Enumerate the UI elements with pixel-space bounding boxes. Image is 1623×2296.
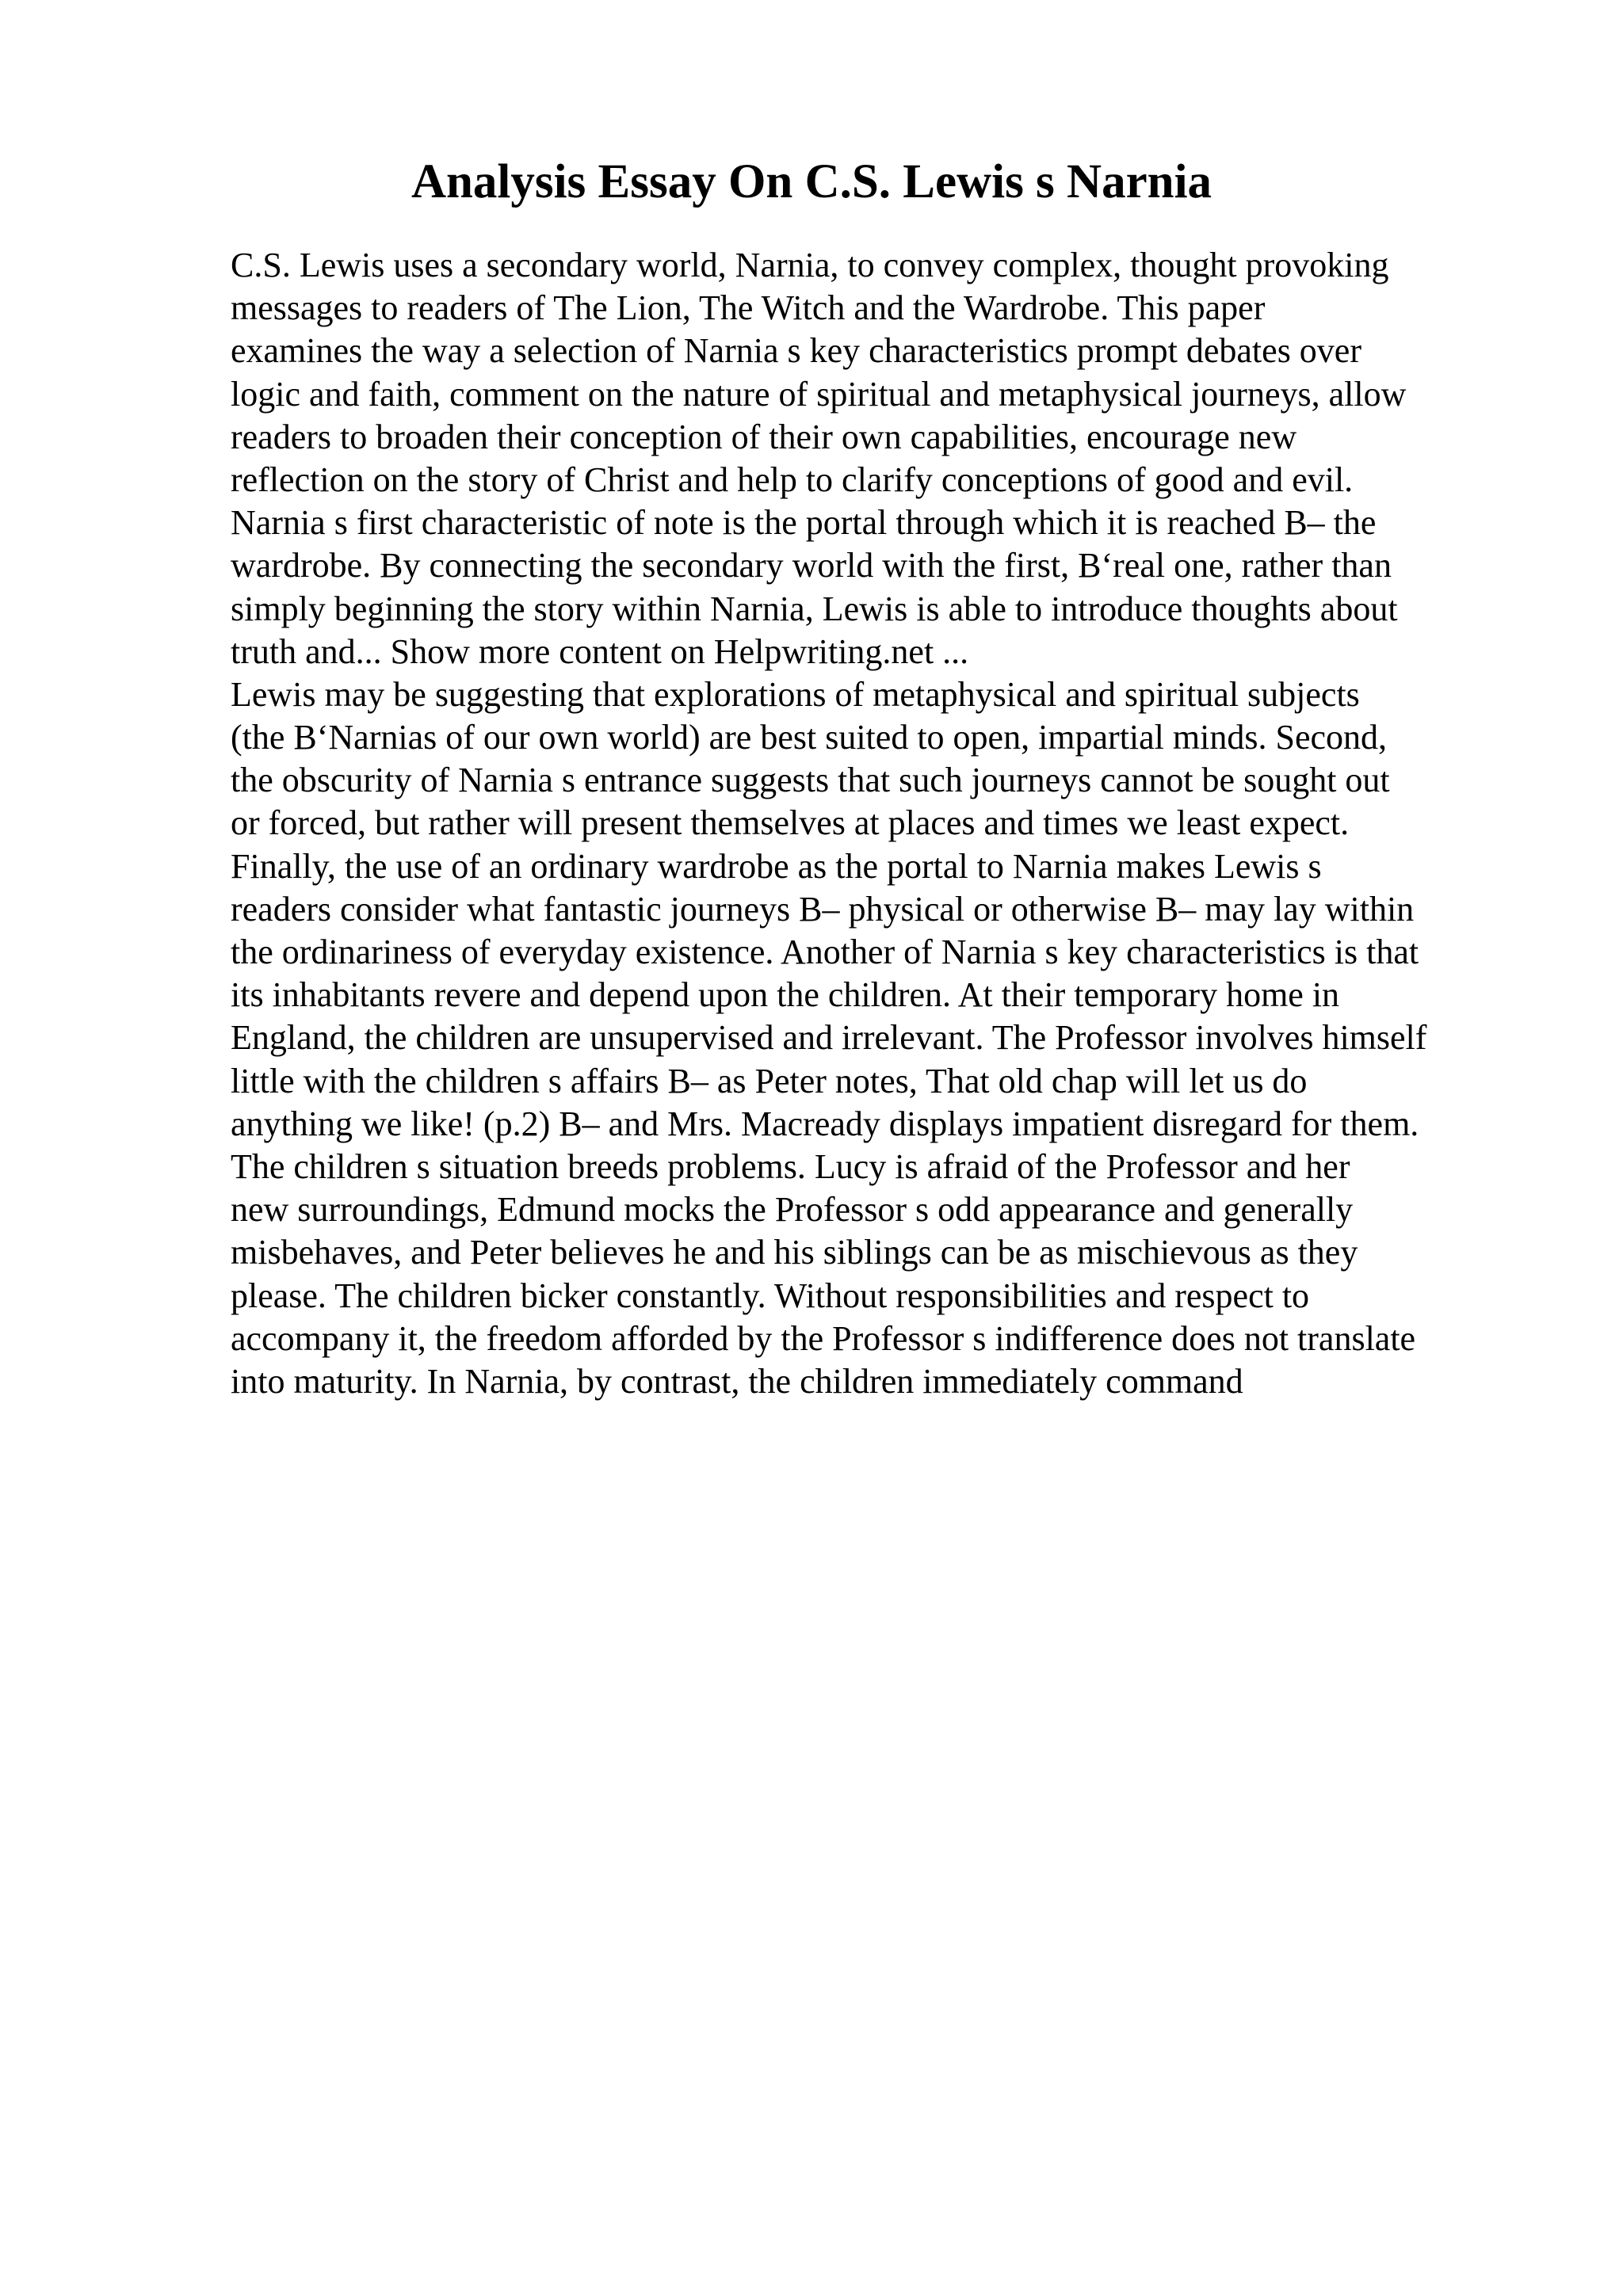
essay-line: England, the children are unsupervised and irrelevant. The Professor involves himself bbox=[231, 1018, 1427, 1058]
essay-line: readers to broaden their conception of their own capabilities, encourage new bbox=[231, 417, 1297, 456]
essay-line: wardrobe. By connecting the secondary world with the first, B‘real one, rather than bbox=[231, 546, 1392, 585]
essay-line: The children s situation breeds problems. Lucy is afraid of the Professor and her bbox=[231, 1146, 1350, 1186]
essay-line: reflection on the story of Christ and help to clarify conceptions of good and evil. bbox=[231, 460, 1354, 499]
essay-line: the ordinariness of everyday existence. Another of Narnia s key characteristics is that bbox=[231, 933, 1419, 971]
essay-line: please. The children bicker constantly. Without responsibilities and respect to bbox=[231, 1276, 1310, 1315]
essay-line: Narnia s first characteristic of note is the portal through which it is reached B– the bbox=[231, 503, 1377, 543]
essay-line: its inhabitants revere and depend upon the children. At their temporary home in bbox=[231, 975, 1340, 1015]
essay-line: new surroundings, Edmund mocks the Professor s odd appearance and generally bbox=[231, 1190, 1354, 1230]
essay-line: accompany it, the freedom afforded by the Professor s indifference does not translate bbox=[231, 1318, 1416, 1358]
essay-line: C.S. Lewis uses a secondary world, Narnia, to convey complex, thought provoking bbox=[231, 246, 1389, 284]
document-title: Analysis Essay On C.S. Lewis s Narnia bbox=[411, 155, 1212, 208]
essay-line: into maturity. In Narnia, by contrast, the children immediately command bbox=[231, 1361, 1243, 1401]
essay-line: examines the way a selection of Narnia s key characteristics prompt debates over bbox=[231, 331, 1361, 371]
essay-line: misbehaves, and Peter believes he and his siblings can be as mischievous as they bbox=[231, 1233, 1358, 1272]
essay-line: anything we like! (p.2) B– and Mrs. Macready displays impatient disregard for them. bbox=[231, 1104, 1419, 1143]
essay-line: or forced, but rather will present themselves at places and times we least expect. bbox=[231, 803, 1350, 843]
essay-line: the obscurity of Narnia s entrance suggests that such journeys cannot be sought out bbox=[231, 761, 1390, 800]
essay-line: simply beginning the story within Narnia, Lewis is able to introduce thoughts about bbox=[231, 589, 1398, 628]
essay-line: logic and faith, comment on the nature of spiritual and metaphysical journeys, allow bbox=[231, 374, 1407, 414]
essay-line: truth and... Show more content on Helpwriting.net ... bbox=[231, 631, 969, 671]
essay-line: readers consider what fantastic journeys B– physical or otherwise B– may lay within bbox=[231, 889, 1415, 929]
essay-line: (the B‘Narnias of our own world) are best suited to open, impartial minds. Second, bbox=[231, 718, 1388, 757]
essay-line: little with the children s affairs B– as Peter notes, That old chap will let us do bbox=[231, 1061, 1308, 1100]
essay-line: Finally, the use of an ordinary wardrobe as the portal to Narnia makes Lewis s bbox=[231, 846, 1322, 886]
essay-line: Lewis may be suggesting that explorations of metaphysical and spiritual subjects bbox=[231, 674, 1360, 714]
essay-body bbox=[231, 244, 1514, 1403]
essay-line: messages to readers of The Lion, The Witch and the Wardrobe. This paper bbox=[231, 288, 1266, 328]
